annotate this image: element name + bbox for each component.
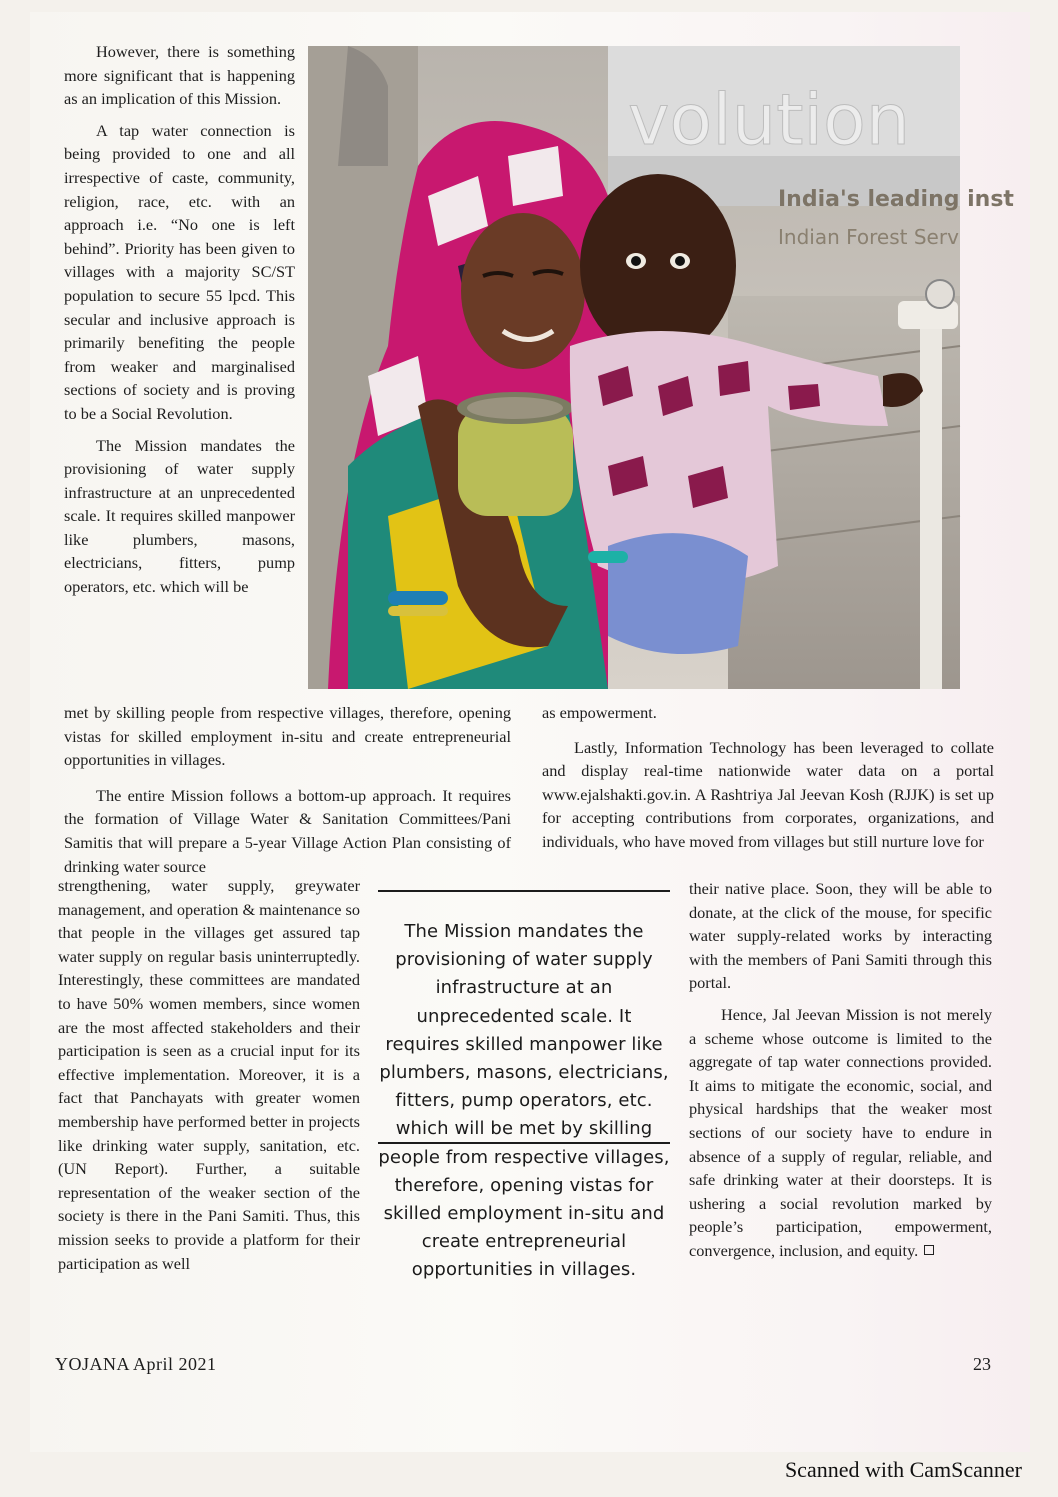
- page-number: 23: [973, 1354, 991, 1374]
- footer-masthead: [55, 1354, 217, 1375]
- article-photo: [308, 46, 1014, 689]
- paragraph: their native place. Soon, they will be able to donate, at the click of the mouse, for specific water supply-related works by interacting with the members of Pani Samiti through this portal.: [689, 879, 992, 993]
- magazine-name: YOJANA: [55, 1354, 130, 1374]
- paragraph: The Mission mandates the provisioning of water supply infrastructure at an unprecedented scale. It requires skilled manpower like plumbers, masons, electricians, fitters, pump operators, etc. which will be: [64, 435, 295, 597]
- board-text-large: volution: [628, 79, 911, 161]
- column-wide-middle: [64, 701, 511, 878]
- paragraph: met by skilling people from respective villages, therefore, opening vistas for skilled employment in-situ and create entrepreneurial opportunities in villages.: [64, 703, 511, 770]
- mother-child-tap-illustration: [308, 46, 1014, 689]
- column-left-top: [64, 40, 295, 599]
- paragraph-text: Hence, Jal Jeevan Mission is not merely a scheme whose outcome is limited to the aggregate of tap water connections provided. It aims to mitigate the economic, social, and physical hardships that the weaker most sections of our society have to endure in absence of a supply of regular, reliable, and safe drinking water at their doorsteps. It is ushering a social revolution marked by people’s participation, empowerment, convergence, inclusion, and equity.: [689, 1004, 992, 1260]
- paragraph: Lastly, Information Technology has been leveraged to collate and display real-time nationwide water data on a portal www.ejalshakti.gov.in. A Rashtriya Jal Jeevan Kosh (RJJK) is set up for accepting contributions from corporates, organizations, and individuals, who have moved from villages but still nurture love for: [542, 737, 994, 851]
- paragraph: as empowerment.: [542, 703, 657, 722]
- end-of-article-icon: [924, 1245, 934, 1255]
- board-text-line: Indian Forest Serv: [778, 225, 959, 249]
- column-left-bottom: [58, 874, 360, 1275]
- column-right-top: [542, 701, 994, 854]
- paragraph: A tap water connection is being provided to one and all irrespective of caste, community, religion, race, etc. with an approach i.e. “No one is left behind”. Priority has been given to villages with a majority SC/ST population to secure 55 lpcd. This secular and inclusive approach is primarily benefiting the people from weaker and marginalised sections of society and is proving to be a Social Revolution.: [64, 120, 295, 423]
- pull-quote-text: The Mission mandates the provisioning of water supply infrastructure at an unprecedented scale. It requires skilled manpower like plumbers, masons, electricians, fitters, pump operators, etc. which will be met by skilling people from respective villages, therefore, opening vistas for skilled employment in-situ and create entrepreneurial opportunities in villages.: [378, 921, 670, 1281]
- issue-date: April 2021: [133, 1354, 217, 1374]
- paragraph: However, there is something more significant that is happening as an implication of this Mission.: [64, 42, 295, 109]
- column-right-bottom: [689, 877, 992, 1263]
- paragraph: strengthening, water supply, greywater management, and operation & maintenance so that people in the villages get assured tap water supply on regular basis uninterruptedly. Interestingly, these committees are mandated to have 50% women members, since women are the most affected stakeholders and their participation is seen as a crucial input for its effective implementation. Moreover, it is a fact that Panchayats with greater women membership have performed better in projects like drinking water supply, sanitation, etc. (UN Report). Further, a suitable representation of the weaker section of the society is there in the Pani Samiti. Thus, this mission seeks to provide a platform for their participation as well: [58, 876, 360, 1273]
- pull-quote: [378, 890, 670, 1281]
- paragraph: [689, 1003, 992, 1263]
- scan-watermark: Scanned with CamScanner: [784, 1457, 1022, 1482]
- paragraph: The entire Mission follows a bottom-up approach. It requires the formation of Village Water & Sanitation Committees/Pani Samitis that will prepare a 5-year Village Action Plan consisting of drinking water source: [64, 785, 511, 876]
- board-text-line: India's leading inst: [778, 187, 1014, 212]
